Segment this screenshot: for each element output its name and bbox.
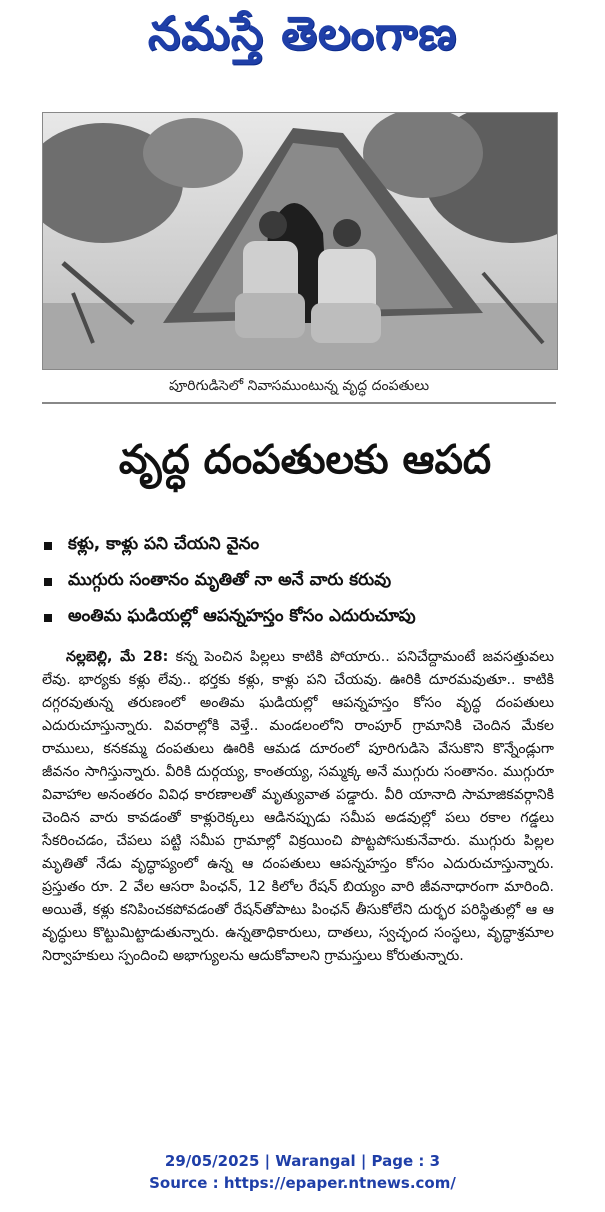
list-item — [44, 600, 584, 636]
masthead — [0, 6, 605, 76]
list-item — [44, 528, 584, 564]
article-text: కన్న పెంచిన పిల్లలు కాటికి పోయారు.. పనిచేద్దామంటే జవసత్తువలు లేవు. భార్యకు కళ్లు లేవు.. భర్తకు కళ్లు, కాళ్లు పని చేయవు. ఊరికి దూరమవుతూ.. కాటికి దగ్గరవుతున్న తరుణంలో అంతిమ ఘడియల్లో ఆపన్నహస్తం కోసం వృద్ధ దంపతులు ఎదురుచూస్తున్నారు. వివరాల్లోకి వెళ్తే.. మండలంలోని రాంపూర్ గ్రామానికి చెందిన మేకల రాములు, కనకమ్మ దంపతులు ఊరికి ఆమడ దూరంలో పూరిగుడిసె వేసుకొని కొన్నేండ్లుగా జీవనం సాగిస్తున్నారు. వీరికి దుర్గయ్య, కాంతయ్య, సమ్మక్క అనే ముగ్గురు సంతానం. ముగ్గురూ వివాహాల అనంతరం వివిధ కారణాలతో మృత్యువాత పడ్డారు. వీరి యానాది సామాజికవర్గానికి చెందిన వారు కావడంతో కాళ్లురెక్కలు ఆడినప్పుడు సమీప అడవుల్లో పలు రకాల గడ్డలు సేకరించడం, చేపలు పట్టి సమీప గ్రామాల్లో విక్రయించి పొట్టపోసుకునేవారు. ముగ్గురు పిల్లల మృతితో నేడు వృద్ధాప్యంలో ఉన్న ఆ దంపతులు ఆపన్నహస్తం కోసం ఎదురుచూస్తున్నారు. ప్రస్తుతం రూ. 2 వేల ఆసరా పింఛన్, 12 కిలోల రేషన్ బియ్యం వారి జీవనాధారంగా మారింది. అయితే, కళ్లు కనిపించకపోవడంతో రేషన్‌తోపాటు పింఛన్ తీసుకోలేని దుర్భర పరిస్థితుల్లో ఆ ఆ వృద్ధులు కొట్టుమిట్టాడుతున్నారు. ఉన్నతాధికారులు, దాతలు, స్వచ్ఛంద సంస్థలు, వృద్ధాశ్రమాల నిర్వాహకులు స్పందించి అభాగ్యులను ఆదుకోవాలని గ్రామస్తులు కోరుతున్నారు. — [42, 649, 554, 964]
source-link[interactable]: Source : https://epaper.ntnews.com/ — [149, 1174, 456, 1192]
article-body — [42, 646, 554, 968]
dateline: నల్లబెల్లి, మే 28: — [66, 649, 169, 665]
list-item-text: అంతిమ ఘడియల్లో ఆపన్నహస్తం కోసం ఎదురుచూపు — [68, 606, 416, 626]
bullet-square-icon — [44, 542, 52, 550]
edition-info: 29/05/2025 | Warangal | Page : 3 — [164, 1152, 441, 1170]
highlight-list — [44, 528, 584, 636]
photo-caption: పూరిగుడిసెలో నివాసముంటున్న వృద్ధ దంపతులు — [42, 372, 556, 404]
bullet-square-icon — [44, 614, 52, 622]
list-item-text: కళ్లు, కాళ్లు పని చేయని వైనం — [68, 534, 260, 554]
article-headline: వృద్ధ దంపతులకు ఆపద — [118, 437, 492, 483]
page-footer — [0, 1150, 605, 1194]
list-item — [44, 564, 584, 600]
newspaper-logo: నమస్తే తెలంగాణ — [147, 6, 458, 60]
list-item-text: ముగ్గురు సంతానం మృతితో నా అనే వారు కరువు — [68, 570, 392, 590]
article-photo — [42, 112, 558, 370]
bullet-square-icon — [44, 578, 52, 586]
